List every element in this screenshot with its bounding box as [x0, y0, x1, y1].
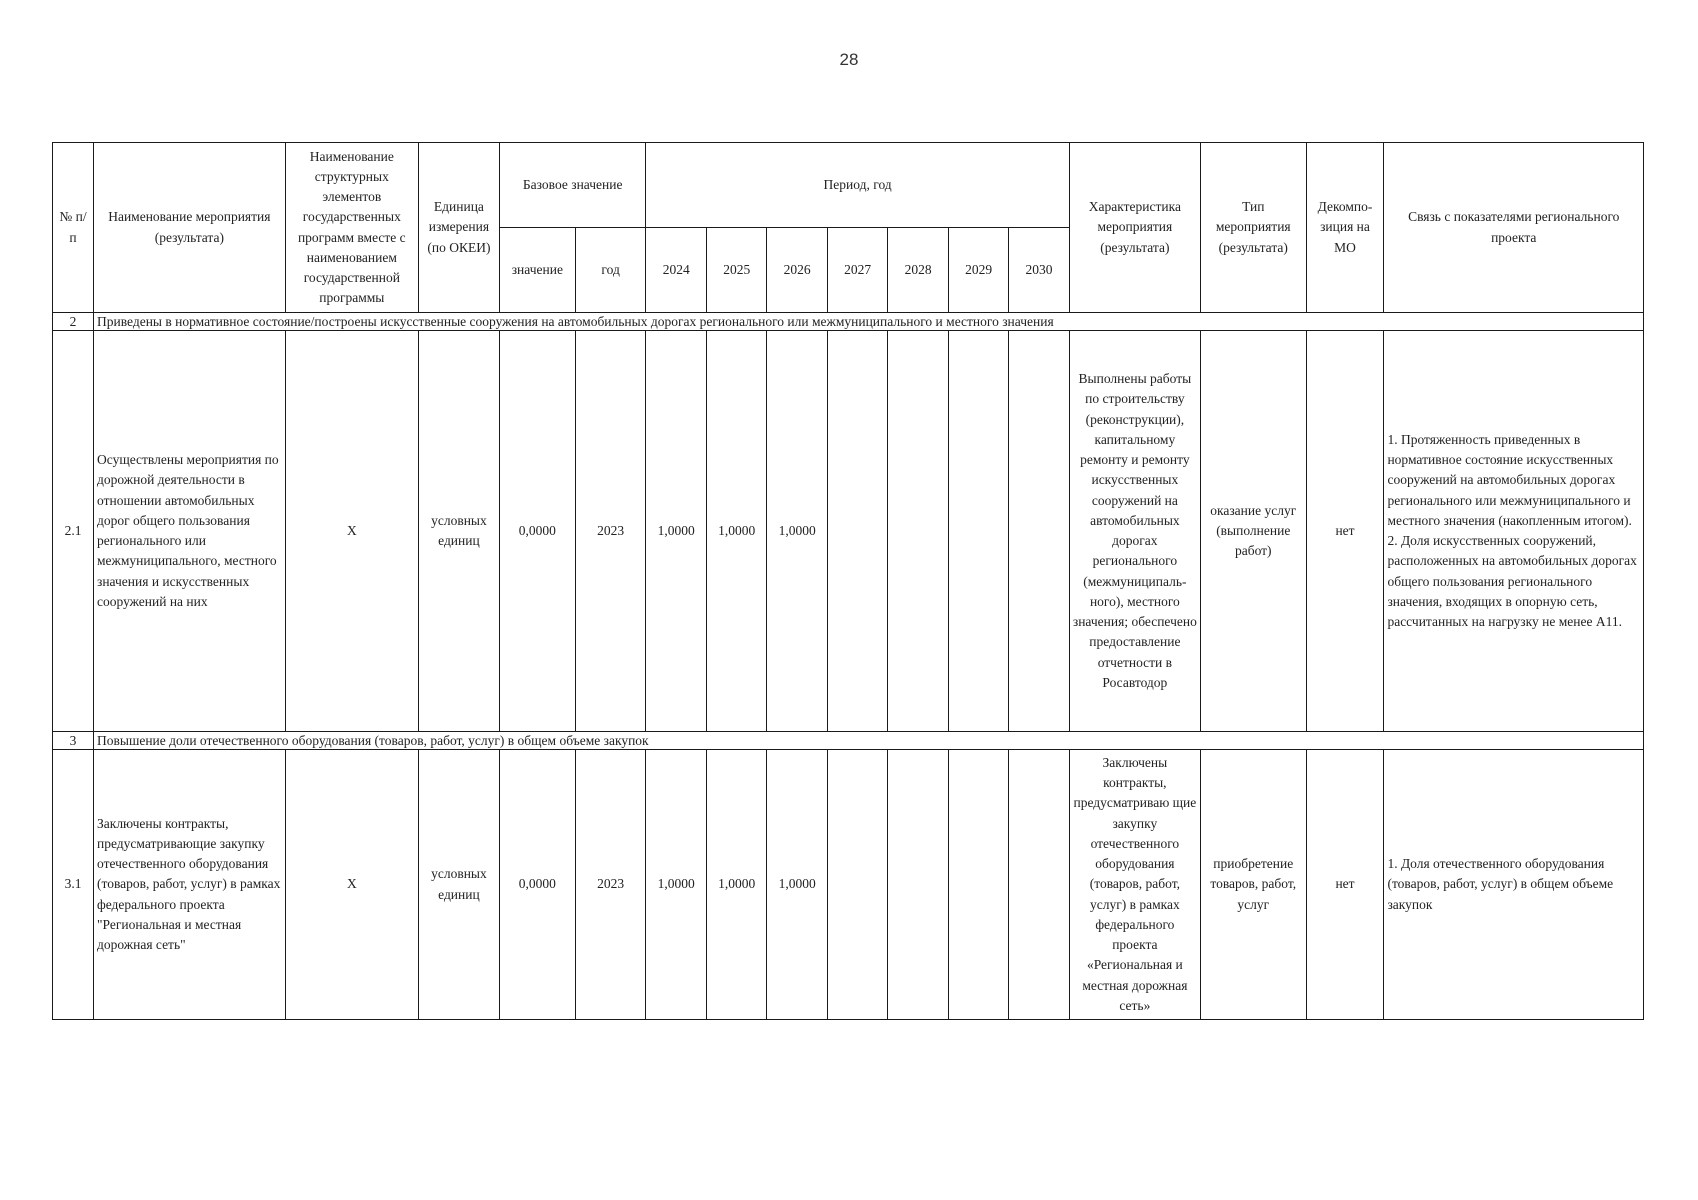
header-num: № п/п: [53, 143, 94, 313]
row-num: 2.1: [53, 331, 94, 732]
row-y2029: [948, 750, 1008, 1020]
row-y2027: [827, 331, 887, 732]
row-link-item: 1. Протяженность приведенных в нормативное состояние искусственных сооружений на автомобильных дорогах регионального или межмуниципального и местного значения (накопленным итогом).: [1387, 431, 1632, 528]
header-characteristic: Характеристика мероприятия (результата): [1069, 143, 1200, 313]
row-characteristic: Заключены контракты, предусматриваю щие закупку отечественного оборудования (товаров, работ, услуг) в рамках федерального проекта «Региональная и местная дорожная сеть»: [1069, 750, 1200, 1020]
header-year-2030: 2030: [1009, 228, 1069, 313]
row-link: [1384, 331, 1644, 732]
header-year-2028: 2028: [888, 228, 948, 313]
row-characteristic: Выполнены работы по строительству (реконструкции), капитальному ремонту и ремонту искусственных сооружений на автомобильных дорогах регионального (межмуниципаль-ного), местного значения; обеспечено предоставление отчетности в Росавтодор: [1069, 331, 1200, 732]
header-decomp: Декомпо-зиция на МО: [1306, 143, 1384, 313]
section-row: [53, 313, 1644, 331]
header-base-value: значение: [499, 228, 575, 313]
row-y2029: [948, 331, 1008, 732]
row-y2028: [888, 331, 948, 732]
events-table: [52, 142, 1644, 1020]
row-struct: X: [285, 331, 418, 732]
row-decomp: нет: [1306, 750, 1384, 1020]
row-type: приобретение товаров, работ, услуг: [1200, 750, 1306, 1020]
row-type: оказание услуг (выполнение работ): [1200, 331, 1306, 732]
header-year-2026: 2026: [767, 228, 827, 313]
header-year-2025: 2025: [706, 228, 766, 313]
row-base-value: 0,0000: [499, 750, 575, 1020]
row-y2027: [827, 750, 887, 1020]
row-base-year: 2023: [575, 750, 646, 1020]
table-row: [53, 750, 1644, 1020]
page-number: 28: [839, 50, 859, 69]
row-link-item: 2. Доля искусственных сооружений, расположенных на автомобильных дорогах общего пользования регионального значения, входящих в опорную сеть, рассчитанных на нагрузку не менее А11.: [1387, 533, 1637, 629]
header-type: Тип мероприятия (результата): [1200, 143, 1306, 313]
row-struct: X: [285, 750, 418, 1020]
section-num: 3: [53, 732, 94, 750]
header-row-1: [53, 143, 1644, 228]
row-name: Заключены контракты, предусматривающие закупку отечественного оборудования (товаров, работ, услуг) в рамках федерального проекта "Региональная и местная дорожная сеть": [94, 750, 286, 1020]
section-title: Приведены в нормативное состояние/построены искусственные сооружения на автомобильных дорогах регионального или межмуниципального и местного значения: [94, 313, 1644, 331]
header-unit: Единица измерения (по ОКЕИ): [418, 143, 499, 313]
row-num: 3.1: [53, 750, 94, 1020]
section-num: 2: [53, 313, 94, 331]
row-base-year: 2023: [575, 331, 646, 732]
row-y2030: [1009, 331, 1069, 732]
section-title: Повышение доли отечественного оборудования (товаров, работ, услуг) в общем объеме закупок: [94, 732, 1644, 750]
header-name: Наименование мероприятия (результата): [94, 143, 286, 313]
row-y2025: 1,0000: [706, 331, 766, 732]
row-decomp: нет: [1306, 331, 1384, 732]
row-link-item: 1. Доля отечественного оборудования (товаров, работ, услуг) в общем объеме закупок: [1387, 856, 1614, 912]
row-y2025: 1,0000: [706, 750, 766, 1020]
table-row: [53, 331, 1644, 732]
row-link: [1384, 750, 1644, 1020]
header-year-2029: 2029: [948, 228, 1008, 313]
row-y2024: 1,0000: [646, 750, 706, 1020]
row-y2028: [888, 750, 948, 1020]
header-link: Связь с показателями регионального проекта: [1384, 143, 1644, 313]
row-name: Осуществлены мероприятия по дорожной деятельности в отношении автомобильных дорог общего пользования регионального или межмуниципального, местного значения и искусственных сооружений на них: [94, 331, 286, 732]
row-y2026: 1,0000: [767, 750, 827, 1020]
header-period: Период, год: [646, 143, 1069, 228]
row-base-value: 0,0000: [499, 331, 575, 732]
row-y2024: 1,0000: [646, 331, 706, 732]
header-year-2024: 2024: [646, 228, 706, 313]
header-base-year: год: [575, 228, 646, 313]
row-unit: условных единиц: [418, 750, 499, 1020]
row-y2026: 1,0000: [767, 331, 827, 732]
header-base: Базовое значение: [499, 143, 646, 228]
row-y2030: [1009, 750, 1069, 1020]
row-unit: условных единиц: [418, 331, 499, 732]
section-row: [53, 732, 1644, 750]
header-struct: Наименование структурных элементов государственных программ вместе с наименованием государственной программы: [285, 143, 418, 313]
header-year-2027: 2027: [827, 228, 887, 313]
